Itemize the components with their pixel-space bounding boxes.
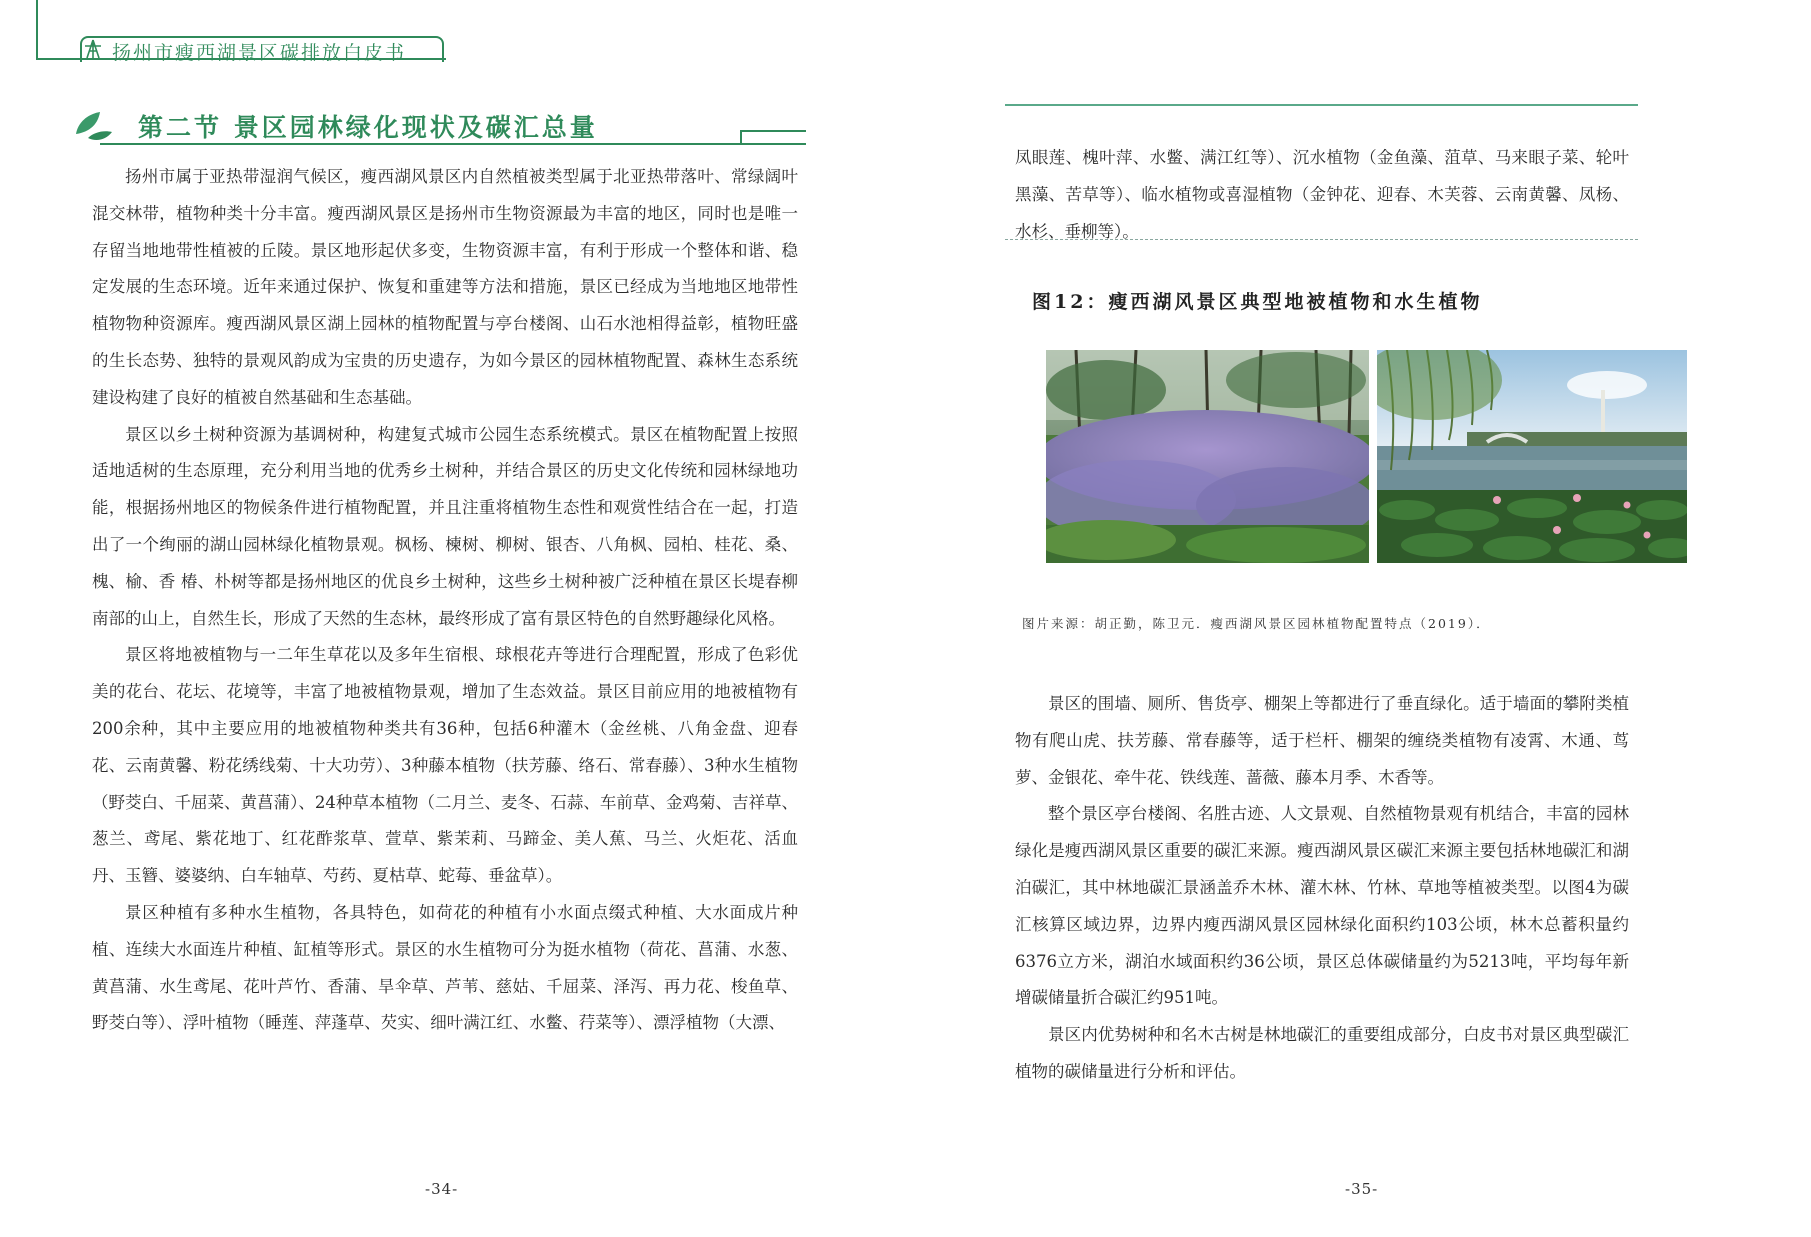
right-body	[1015, 686, 1629, 1091]
section-title-rule	[100, 143, 806, 145]
paragraph: 景区将地被植物与一二年生草花以及多年生宿根、球根花卉等进行合理配置，形成了色彩优美的花台、花坛、花境等，丰富了地被植物景观，增加了生态效益。景区目前应用的地被植物有200余种，其中主要应用的地被植物种类共有36种，包括6种灌木（金丝桃、八角金盘、迎春花、云南黄馨、粉花绣线菊、十大功劳）、3种藤本植物（扶芳藤、络石、常春藤）、3种水生植物（野茭白、千屈菜、黄菖蒲）、24种草本植物（二月兰、麦冬、石蒜、车前草、金鸡菊、吉祥草、葱兰、鸢尾、紫花地丁、红花酢浆草、萱草、紫茉莉、马蹄金、美人蕉、马兰、火炬花、活血丹、玉簪、婆婆纳、白车轴草、芍药、夏枯草、蛇莓、垂盆草）。	[92, 645, 798, 886]
left-body	[92, 159, 798, 1042]
paragraph: 景区种植有多种水生植物，各具特色，如荷花的种植有小水面点缀式种植、大水面成片种植、连续大水面连片种植、缸植等形式。景区的水生植物可分为挺水植物（荷花、菖蒲、水葱、黄菖蒲、水生鸢尾、花叶芦竹、香蒲、旱伞草、芦苇、慈姑、千屈菜、泽泻、再力花、梭鱼草、野茭白等）、浮叶植物（睡莲、萍蓬草、芡实、细叶满江红、水鳖、荇菜等）、漂浮植物（大漂、	[92, 902, 798, 1033]
paragraph: 景区以乡土树种资源为基调树种，构建复式城市公园生态系统模式。景区在植物配置上按照适地适树的生态原理，充分利用当地的优秀乡土树种，并结合景区的历史文化传统和园林绿地功能，根据扬州地区的物候条件进行植物配置，并且注重将植物生态性和观赏性结合在一起，打造出了一个绚丽的湖山园林绿化植物景观。枫杨、楝树、柳树、银杏、八角枫、园柏、桂花、桑、槐、榆、香 椿、朴树等都是扬州地区的优良乡土树种，这些乡土树种被广泛种植在景区长堤春柳南部的山上，自然生长，形成了天然的生态林，最终形成了富有景区特色的自然野趣绿化风格。	[92, 424, 798, 628]
photo-lotus-lake	[1377, 350, 1687, 563]
paragraph: 景区内优势树种和名木古树是林地碳汇的重要组成部分，白皮书对景区典型碳汇植物的碳储量进行分析和评估。	[1015, 1025, 1629, 1081]
section-title-rule-step	[740, 130, 742, 144]
paragraph: 整个景区亭台楼阁、名胜古迹、人文景观、自然植物景观有机结合，丰富的园林绿化是瘦西湖风景区重要的碳汇来源。瘦西湖风景区碳汇来源主要包括林地碳汇和湖泊碳汇，其中林地碳汇景涵盖乔木林、灌木林、竹林、草地等植被类型。以图4为碳汇核算区域边界，边界内瘦西湖风景区园林绿化面积约103公顷，林木总蓄积量约6376立方米，湖泊水域面积约36公顷，景区总体碳储量约为5213吨，平均每年新增碳储量折合碳汇约951吨。	[1015, 804, 1629, 1008]
left-page	[0, 0, 905, 1237]
leaf-icon	[72, 104, 114, 144]
continuation-text	[1015, 140, 1629, 250]
page-number: -35-	[1345, 1180, 1379, 1198]
paragraph: 景区的围墙、厕所、售货亭、棚架上等都进行了垂直绿化。适于墙面的攀附类植物有爬山虎、扶芳藤、常春藤等，适于栏杆、棚架的缠绕类植物有凌霄、木通、茑萝、金银花、牵牛花、铁线莲、蔷薇、藤本月季、木香等。	[1015, 694, 1629, 787]
section-title: 第二节 景区园林绿化现状及碳汇总量	[138, 113, 598, 142]
section-title-rule-top	[740, 130, 806, 132]
photo-ground-cover-flowers	[1046, 350, 1369, 563]
page-number: -34-	[425, 1180, 459, 1198]
figure-title: 图12：瘦西湖风景区典型地被植物和水生植物	[1032, 291, 1483, 313]
tower-icon	[82, 38, 104, 60]
header-title: 扬州市瘦西湖景区碳排放白皮书	[112, 42, 407, 64]
top-rule	[1005, 104, 1638, 106]
right-page	[905, 0, 1811, 1237]
paragraph: 扬州市属于亚热带湿润气候区，瘦西湖风景区内自然植被类型属于北亚热带落叶、常绿阔叶混交林带，植物种类十分丰富。瘦西湖风景区是扬州市生物资源最为丰富的地区，同时也是唯一存留当地地带性植被的丘陵。景区地形起伏多变，生物资源丰富，有利于形成一个整体和谐、稳定发展的生态环境。近年来通过保护、恢复和重建等方法和措施，景区已经成为当地地区地带性植物物种资源库。瘦西湖风景区湖上园林的植物配置与亭台楼阁、山石水池相得益彰，植物旺盛的生长态势、独特的景观风韵成为宝贵的历史遗存，为如今景区的园林植物配置、森林生态系统建设构建了良好的植被自然基础和生态基础。	[92, 167, 798, 407]
paragraph: 凤眼莲、槐叶萍、水鳖、满江红等）、沉水植物（金鱼藻、菹草、马来眼子菜、轮叶黑藻、苦草等）、临水植物或喜湿植物（金钟花、迎春、木芙蓉、云南黄馨、凤杨、水杉、垂柳等）。	[1015, 148, 1629, 241]
dashed-divider	[1005, 239, 1638, 240]
figure-source: 图片来源：胡正勤，陈卫元．瘦西湖风景区园林植物配置特点（2019）．	[1022, 616, 1491, 631]
header-frame-vertical	[36, 0, 38, 58]
